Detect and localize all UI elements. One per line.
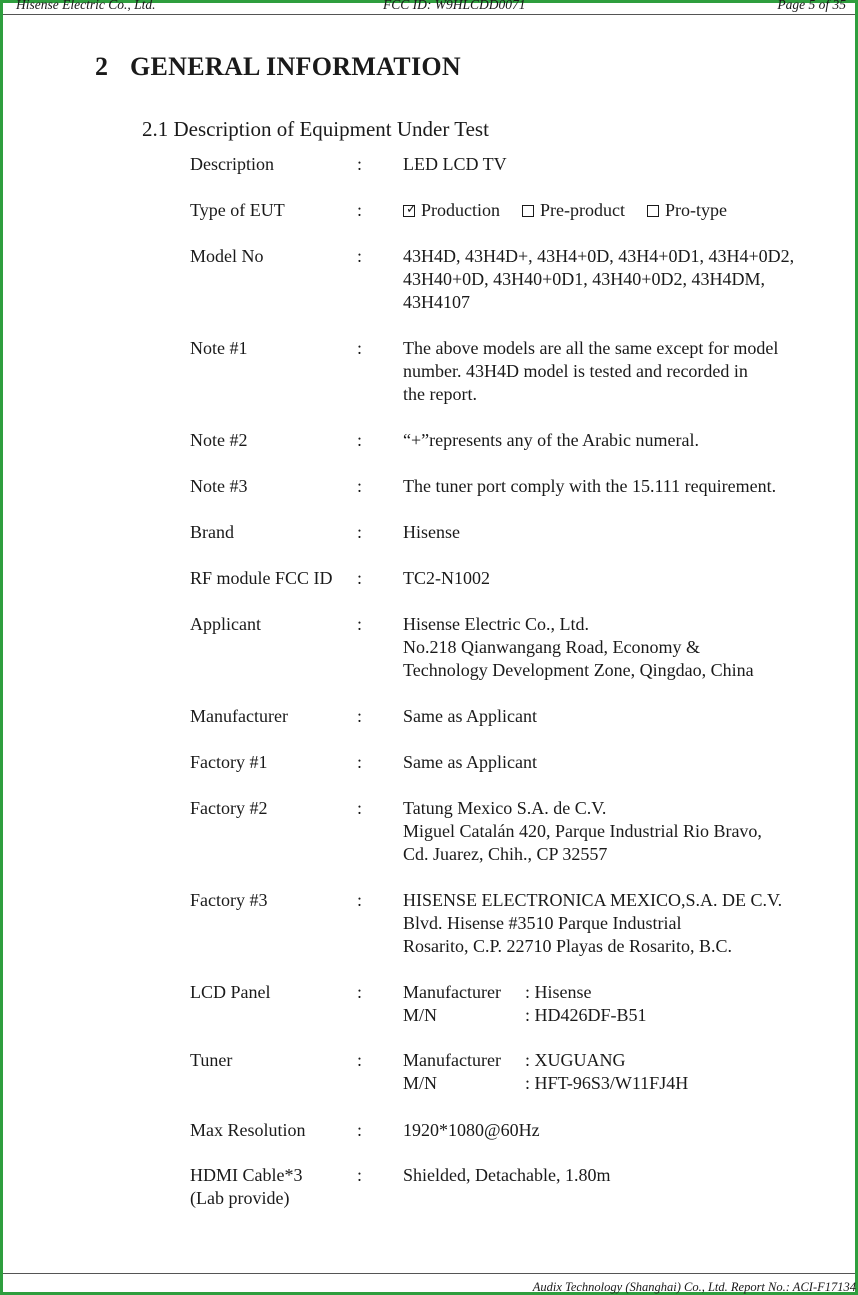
row-label: Max Resolution	[190, 1120, 306, 1140]
row-label: Factory #3	[190, 890, 268, 910]
checkbox-production: ✓ Production	[403, 199, 500, 222]
row-value: Manufacturer : Hisense M/N : HD426DF-B51	[403, 982, 647, 1025]
checkbox-pro-type: Pro-type	[647, 199, 727, 222]
row-label: HDMI Cable*3 (Lab provide)	[190, 1165, 303, 1208]
row-value: LED LCD TV	[403, 154, 507, 174]
header-divider	[3, 14, 855, 15]
row-value: “+”represents any of the Arabic numeral.	[403, 430, 700, 450]
row-value: Same as Applicant	[403, 706, 537, 726]
footer-divider	[3, 1273, 855, 1274]
row-label: Manufacturer	[190, 706, 288, 726]
row-value: The above models are all the same except for model number. 43H4D model is tested and recorded in the report.	[403, 338, 779, 404]
colon: :	[357, 798, 363, 818]
section-number: 2	[95, 52, 109, 81]
header-page-number: Page 5 of 35	[777, 0, 846, 12]
colon: :	[357, 568, 363, 588]
colon: :	[357, 614, 363, 634]
colon: :	[357, 1165, 363, 1185]
colon: :	[357, 430, 363, 450]
colon: :	[357, 246, 363, 266]
colon: :	[357, 752, 363, 772]
colon: :	[357, 890, 363, 910]
row-value: HISENSE ELECTRONICA MEXICO,S.A. DE C.V. Blvd. Hisense #3510 Parque Industrial Rosarito, C.P. 22710 Playas de Rosarito, B.C.	[403, 890, 783, 956]
subsection-title: 2.1 Description of Equipment Under Test	[142, 117, 489, 141]
section-title	[95, 52, 461, 82]
header-company: Hisense Electric Co., Ltd.	[16, 0, 156, 12]
row-label: Type of EUT	[190, 200, 285, 220]
colon: :	[357, 1120, 363, 1140]
colon: :	[357, 982, 363, 1002]
row-value: Manufacturer : XUGUANG M/N : HFT-96S3/W11FJ4H	[403, 1050, 689, 1093]
row-label: RF module FCC ID	[190, 568, 333, 588]
row-label: Factory #1	[190, 752, 268, 772]
row-value: TC2-N1002	[403, 568, 490, 588]
row-label: Model No	[190, 246, 264, 266]
row-label: Tuner	[190, 1050, 233, 1070]
colon: :	[357, 200, 363, 220]
row-value: Hisense	[403, 522, 460, 542]
section-title-text: GENERAL INFORMATION	[130, 52, 461, 81]
row-value: Same as Applicant	[403, 752, 537, 772]
colon: :	[357, 338, 363, 358]
row-value: Tatung Mexico S.A. de C.V. Miguel Catalán 420, Parque Industrial Rio Bravo, Cd. Juarez, Chih., CP 32557	[403, 798, 762, 864]
row-label: Note #2	[190, 430, 248, 450]
row-label: Applicant	[190, 614, 261, 634]
row-value: Hisense Electric Co., Ltd. No.218 Qianwangang Road, Economy & Technology Development Zone, Qingdao, China	[403, 614, 754, 680]
row-label: LCD Panel	[190, 982, 271, 1002]
empty-box-icon	[647, 205, 659, 217]
row-label: Note #3	[190, 476, 248, 496]
colon: :	[357, 706, 363, 726]
colon: :	[357, 1050, 363, 1070]
row-label: Factory #2	[190, 798, 268, 818]
checked-box-icon: ✓	[403, 205, 415, 217]
row-label: Note #1	[190, 338, 248, 358]
row-value: 1920*1080@60Hz	[403, 1120, 540, 1140]
row-label: Brand	[190, 522, 234, 542]
colon: :	[357, 154, 363, 174]
footer-text: Audix Technology (Shanghai) Co., Ltd. Report No.: ACI-F17134	[532, 1280, 856, 1294]
eut-type-options	[403, 199, 749, 222]
empty-box-icon	[522, 205, 534, 217]
colon: :	[357, 522, 363, 542]
row-value: The tuner port comply with the 15.111 requirement.	[403, 476, 777, 496]
row-value: 43H4D, 43H4D+, 43H4+0D, 43H4+0D1, 43H4+0D2, 43H40+0D, 43H40+0D1, 43H40+0D2, 43H4DM, 43H4107	[403, 246, 795, 312]
row-label: Description	[190, 154, 274, 174]
row-value: Shielded, Detachable, 1.80m	[403, 1165, 611, 1185]
colon: :	[357, 476, 363, 496]
header-fcc-id: FCC ID: W9HLCDD0071	[383, 0, 526, 12]
checkbox-pre-product: Pre-product	[522, 199, 625, 222]
